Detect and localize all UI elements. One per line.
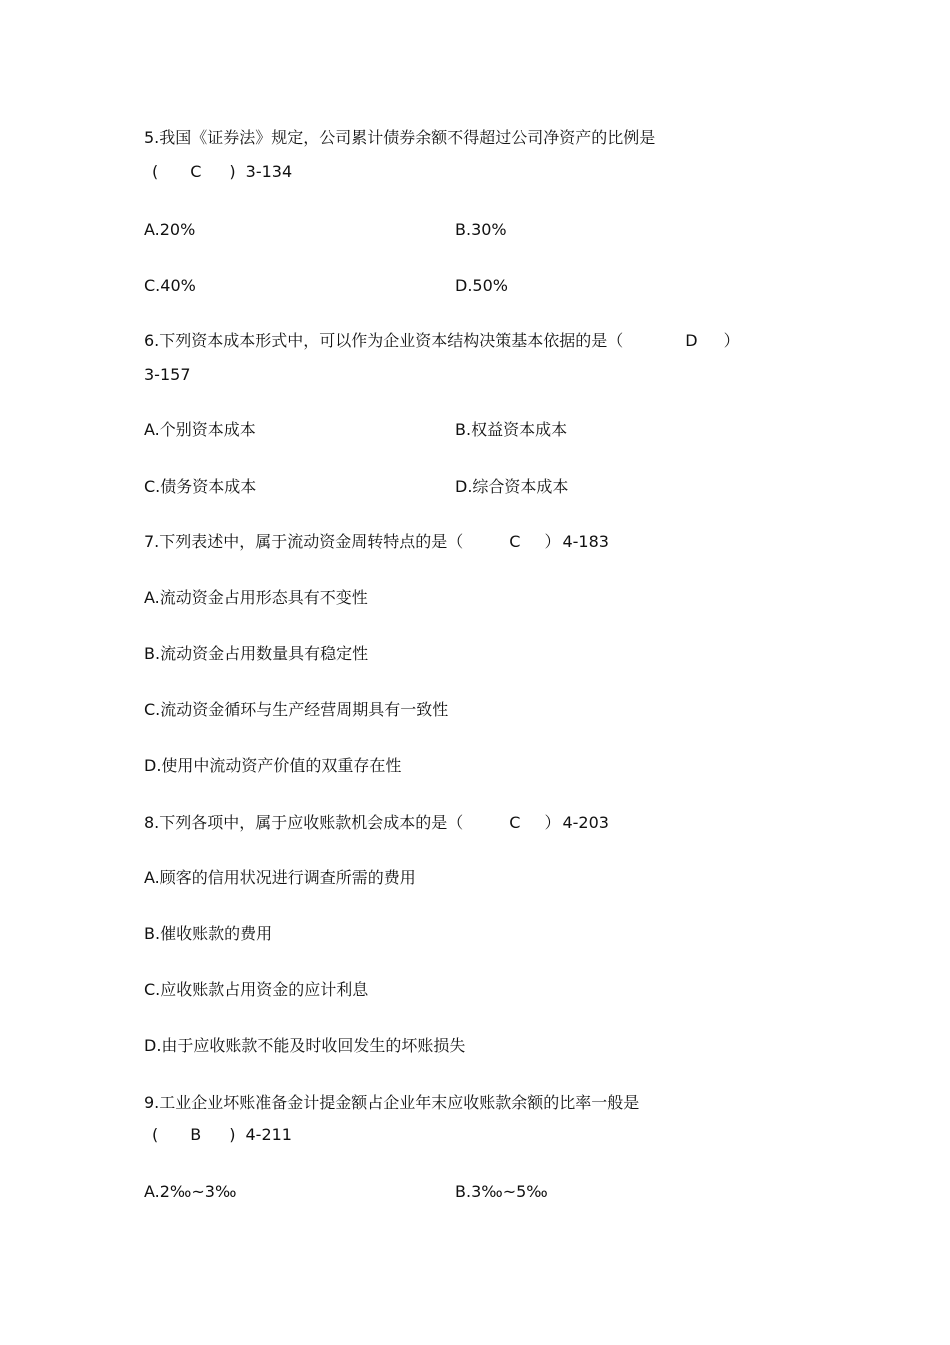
question-text: 工业企业坏账准备金计提金额占企业年末应收账款余额的比率一般是 [159, 1093, 640, 1112]
paren-close: ） [723, 331, 740, 350]
question-5-answer [152, 161, 292, 183]
question-text: 下列资本成本形式中，可以作为企业资本结构决策基本依据的是（ [159, 331, 624, 350]
question-number: 7. [144, 532, 160, 551]
option-b: B.催收账款的费用 [144, 924, 273, 943]
paren-open: ( [152, 1125, 159, 1144]
option-c: C.应收账款占用资金的应计利息 [144, 980, 369, 999]
question-text: 下列表述中，属于流动资金周转特点的是（ [159, 532, 464, 551]
option-a: A.顾客的信用状况进行调查所需的费用 [144, 868, 416, 887]
question-text: 下列各项中，属于应收账款机会成本的是（ [159, 813, 464, 832]
answer-letter: C [509, 813, 521, 832]
option-c: C.40% [144, 276, 196, 295]
question-9-answer [152, 1124, 292, 1146]
page-reference: 4-211 [245, 1125, 292, 1144]
question-9-stem [144, 1092, 639, 1114]
option-a: A.流动资金占用形态具有不变性 [144, 588, 368, 607]
option-a: A.20% [144, 220, 196, 239]
option-a: A.个别资本成本 [144, 420, 256, 439]
question-number: 5. [144, 128, 160, 147]
option-d: D.综合资本成本 [455, 477, 569, 496]
question-6-stem [144, 330, 740, 352]
option-b: B.3‰~5‰ [455, 1182, 548, 1201]
option-b: B.流动资金占用数量具有稳定性 [144, 644, 369, 663]
option-c: C.债务资本成本 [144, 477, 257, 496]
question-7-stem [144, 531, 609, 553]
question-text: 我国《证券法》规定，公司累计债券余额不得超过公司净资产的比例是 [159, 128, 656, 147]
question-6-ref: 3-157 [144, 365, 191, 384]
answer-letter: C [190, 162, 202, 181]
paren-close: ) [229, 162, 236, 181]
paren-close: ） [544, 813, 561, 832]
paren-close: ) [229, 1125, 236, 1144]
answer-letter: C [509, 532, 521, 551]
answer-letter: D [685, 331, 698, 350]
option-d: D.由于应收账款不能及时收回发生的坏账损失 [144, 1036, 466, 1055]
question-number: 9. [144, 1093, 160, 1112]
page-reference: 4-203 [562, 813, 609, 832]
paren-open: ( [152, 162, 159, 181]
answer-letter: B [190, 1125, 202, 1144]
paren-close: ） [544, 532, 561, 551]
option-b: B.权益资本成本 [455, 420, 568, 439]
option-d: D.使用中流动资产价值的双重存在性 [144, 756, 402, 775]
option-c: C.流动资金循环与生产经营周期具有一致性 [144, 700, 449, 719]
option-d: D.50% [455, 276, 508, 295]
question-number: 6. [144, 331, 160, 350]
page-reference: 4-183 [562, 532, 609, 551]
question-number: 8. [144, 813, 160, 832]
question-8-stem [144, 812, 609, 834]
question-5-stem [144, 127, 655, 149]
option-b: B.30% [455, 220, 507, 239]
option-a: A.2‰~3‰ [144, 1182, 237, 1201]
page-reference: 3-134 [245, 162, 293, 181]
